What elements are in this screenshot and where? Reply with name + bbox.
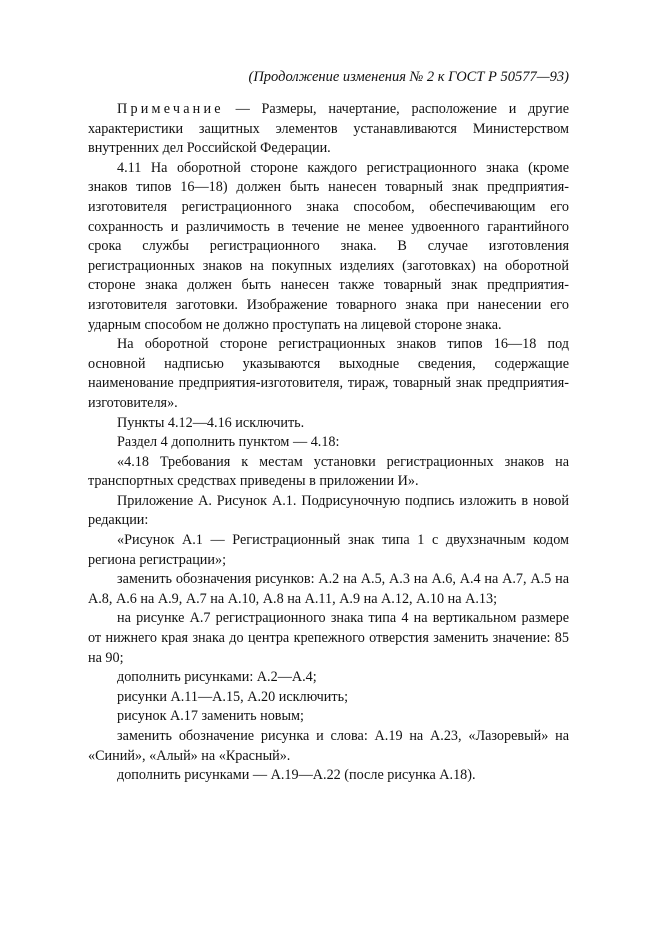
note-text: — Размеры, начертание, расположение и другие характеристики защитных элементов устанавливаются Министерством внутренних дел Российской Федерации. — [88, 101, 569, 157]
running-header: (Продолжение изменения № 2 к ГОСТ Р 50577—93) — [248, 69, 569, 85]
paragraph-add-figures: дополнить рисунками: А.2—А.4; — [117, 669, 317, 686]
note-paragraph — [88, 100, 569, 159]
paragraph-output-info: На оборотной стороне регистрационных знаков типов 16—18 под основной надписью указываются выходные сведения, содержащие наименование предприятия-изготовителя, тираж, товарный знак предприятия-изготовителя». — [88, 336, 569, 411]
paragraph-4-11: 4.11 На оборотной стороне каждого регистрационного знака (кроме знаков типов 16—18) должен быть нанесен товарный знак предприятия-изготовителя регистрационного знака способом, обеспечивающим его сохранность и различимость в течение не менее удвоенного гарантийного срока службы регистрационного знака. В случае изготовления регистрационных знаков на покупных изделиях (заготовках) на оборотной стороне знака должен быть нанесен также товарный знак предприятия-изготовителя заготовки. Изображение товарного знака при нанесении его ударным способом не должно проступать на лицевой стороне знака. — [88, 159, 569, 333]
document-body — [88, 100, 569, 786]
paragraph-appendix-a: Приложение А. Рисунок А.1. Подрисуночную подпись изложить в новой редакции: — [88, 492, 569, 529]
paragraph-add-a19-a22: дополнить рисунками — А.19—А.22 (после рисунка А.18). — [117, 767, 476, 784]
paragraph-4-18: «4.18 Требования к местам установки регистрационных знаков на транспортных средствах приведены в приложении И». — [88, 453, 569, 490]
paragraph-add-section: Раздел 4 дополнить пунктом — 4.18: — [117, 434, 340, 451]
note-label: Примечание — [117, 101, 224, 117]
paragraph-replace-figures: заменить обозначения рисунков: А.2 на А.5, А.3 на А.6, А.4 на А.7, А.5 на А.8, А.6 на А.9, А.7 на А.10, А.8 на А.11, А.9 на А.12, А.10 на А.13; — [88, 571, 569, 607]
paragraph-figure-caption: «Рисунок А.1 — Регистрационный знак типа 1 с двухзначным кодом региона регистрации»; — [88, 532, 569, 568]
paragraph-figure-a7: на рисунке А.7 регистрационного знака типа 4 на вертикальном размере от нижнего края знака до центра крепежного отверстия заменить значение: 85 на 90; — [88, 610, 569, 666]
paragraph-replace-a17: рисунок А.17 заменить новым; — [117, 708, 304, 725]
paragraph-exclude-figures: рисунки А.11—А.15, А.20 исключить; — [117, 688, 349, 705]
paragraph-replace-colors: заменить обозначение рисунка и слова: А.19 на А.23, «Лазоревый» на «Синий», «Алый» на «Красный». — [88, 728, 569, 764]
paragraph-exclude-points: Пункты 4.12—4.16 исключить. — [117, 414, 305, 431]
